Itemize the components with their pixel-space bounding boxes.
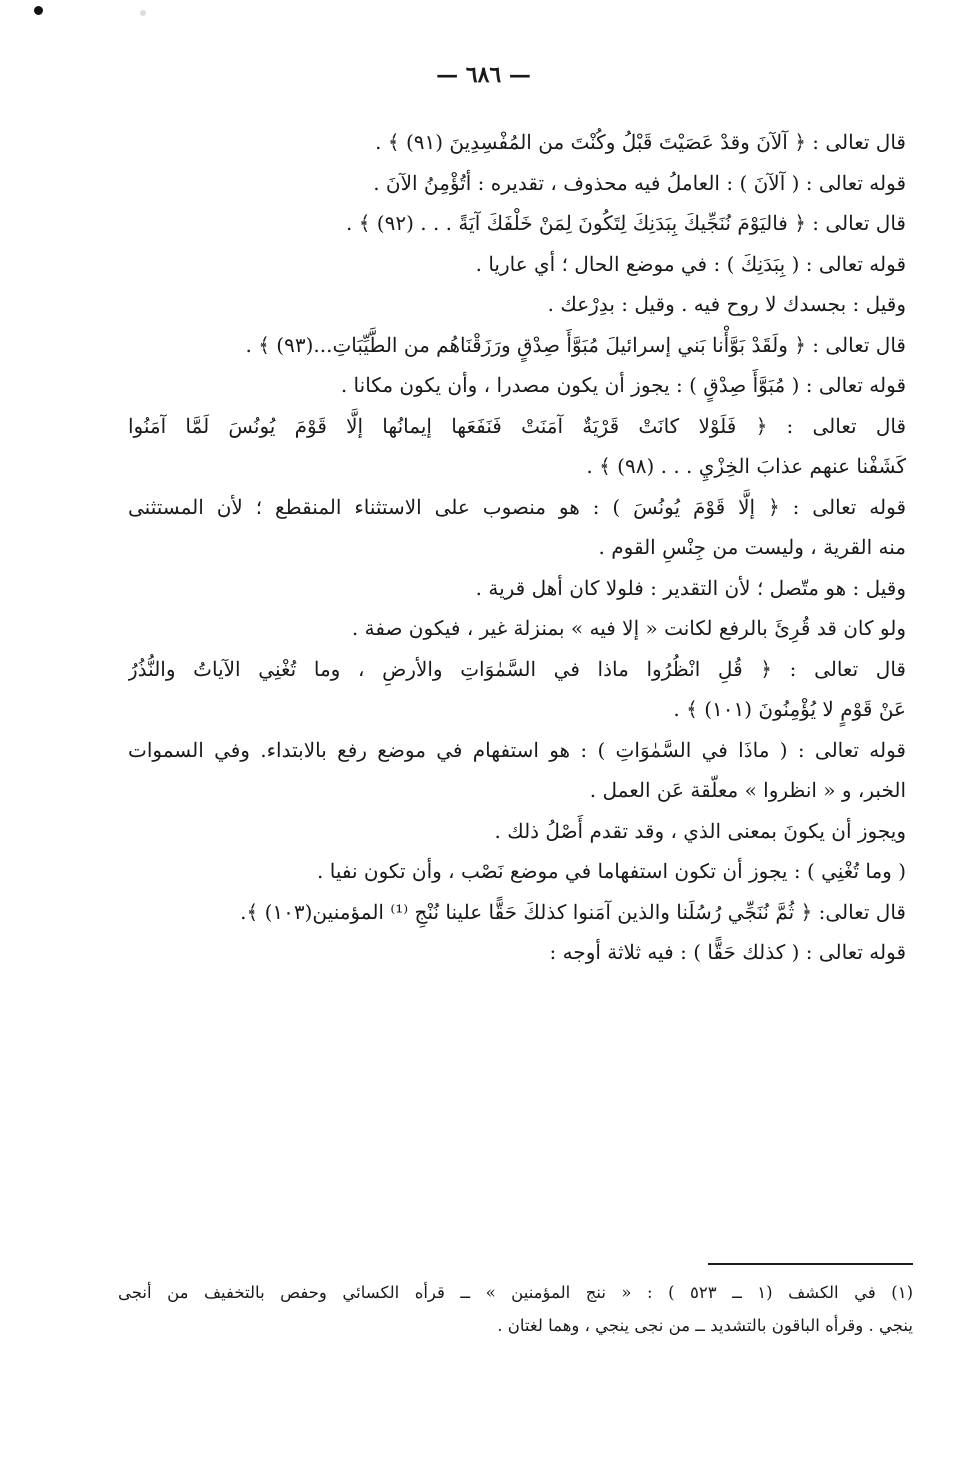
text-line: ( وما تُغْنِي ) : يجوز أن تكون استفهاما في موضع نَصْب ، وأن تكون نفيا .	[317, 859, 906, 883]
text-line: قال تعالى : ﴿ آلآنَ وقدْ عَصَيْتَ قَبْلُ وكُنْتَ من المُفْسِدِينَ (٩١) ﴾ .	[375, 130, 906, 154]
ink-spot	[34, 6, 43, 15]
ink-spot-faint	[140, 10, 146, 16]
footnote-divider	[708, 1263, 913, 1265]
text-line: قوله تعالى : ﴿ إلَّا قَوْمَ يُونُسَ ) : هو منصوب على الاستثناء المنقطع ؛ لأن المستثنى	[128, 494, 906, 519]
text-line: ولو كان قد قُرِئَ بالرفع لكانت « إلا فيه » بمنزلة غير ، فيكون صفة .	[351, 616, 906, 640]
text-line: وقيل : هو متّصل ؛ لأن التقدير : فلولا كان أهل قرية .	[475, 575, 906, 600]
footnote-line: ينجي . وقرأه الباقون بالتشديد ــ من نجى ينجي ، وهما لغتان .	[497, 1316, 913, 1335]
text-line: قوله تعالى : ( آلآنَ ) : العاملُ فيه محذوف ، تقديره : أتُؤْمِنُ الآنَ .	[373, 170, 906, 195]
text-line: عَنْ قَوْمٍ لا يُؤْمِنُونَ (١٠١) ﴾ .	[673, 697, 906, 721]
footnotes	[118, 1276, 913, 1342]
text-line: وقيل : بجسدك لا روح فيه . وقيل : بدِرْعك .	[547, 292, 906, 316]
text-line: قال تعالى : ﴿ ولَقَدْ بَوَّأْنا بَني إسرائيلَ مُبَوَّأَ صِدْقٍ ورَزَقْنَاهُم من الطَّيِّبَاتِ...(٩٣) ﴾ .	[245, 332, 906, 357]
text-line: ويجوز أن يكونَ بمعنى الذي ، وقد تقدم أَصْلُ ذلك .	[494, 818, 906, 843]
text-line: قال تعالى: ﴿ ثُمَّ نُنَجِّي رُسُلَنا والذين آمَنوا كذلكَ حَقًّا علينا نُنْجِ ⁽¹⁾ المؤمنين(١٠٣) ﴾.	[240, 899, 906, 924]
text-line: قوله تعالى : ( بِبَدَنِكَ ) : في موضع الحال ؛ أي عاريا .	[475, 251, 906, 276]
page-number: — ٦٨٦ —	[436, 62, 531, 88]
text-line: قوله تعالى : ( مُبَوَّأَ صِدْقٍ ) : يجوز أن يكون مصدرا ، وأن يكون مكانا .	[340, 373, 906, 397]
text-line: قوله تعالى : ( ماذَا في السَّمٰوَاتِ ) : هو استفهام في موضع رفع بالابتداء. وفي السموات	[128, 737, 906, 762]
text-line: الخبر، و « انظروا » معلّقة عَن العمل .	[589, 778, 906, 802]
text-line: قال تعالى : ﴿ فَلَوْلا كانَتْ قَرْيَةٌ آمَنَتْ فَنَفَعَها إيمانُها إلَّا قَوْمَ يُونُسَ لَمَّا آمَنُوا	[128, 413, 906, 438]
text-line: قوله تعالى : ( كذلك حَقًّا ) : فيه ثلاثة أوجه :	[549, 940, 906, 964]
text-line: منه القرية ، وليست من جِنْسِ القوم .	[598, 535, 906, 559]
text-line: قال تعالى : ﴿ قُلِ انْظُرُوا ماذا في السَّمٰوَاتِ والأرضِ ، وما تُغْنِي الآياتُ والنُّذُرُ	[128, 656, 906, 681]
main-text	[128, 122, 906, 973]
footnote-line: (١) في الكشف (١ ــ ٥٢٣ ) : « ننج المؤمنين » ــ قرأه الكسائي وحفص بالتخفيف من أنجى	[118, 1283, 913, 1302]
text-line: كَشَفْنا عنهم عذابَ الخِزْيِ . . . (٩٨) ﴾ .	[586, 454, 906, 478]
text-line: قال تعالى : ﴿ فاليَوْمَ نُنَجِّيكَ بِبَدَنِكَ لِتَكُونَ لِمَنْ خَلْفَكَ آيَةً . . . (٩٢) ﴾ .	[346, 211, 906, 235]
